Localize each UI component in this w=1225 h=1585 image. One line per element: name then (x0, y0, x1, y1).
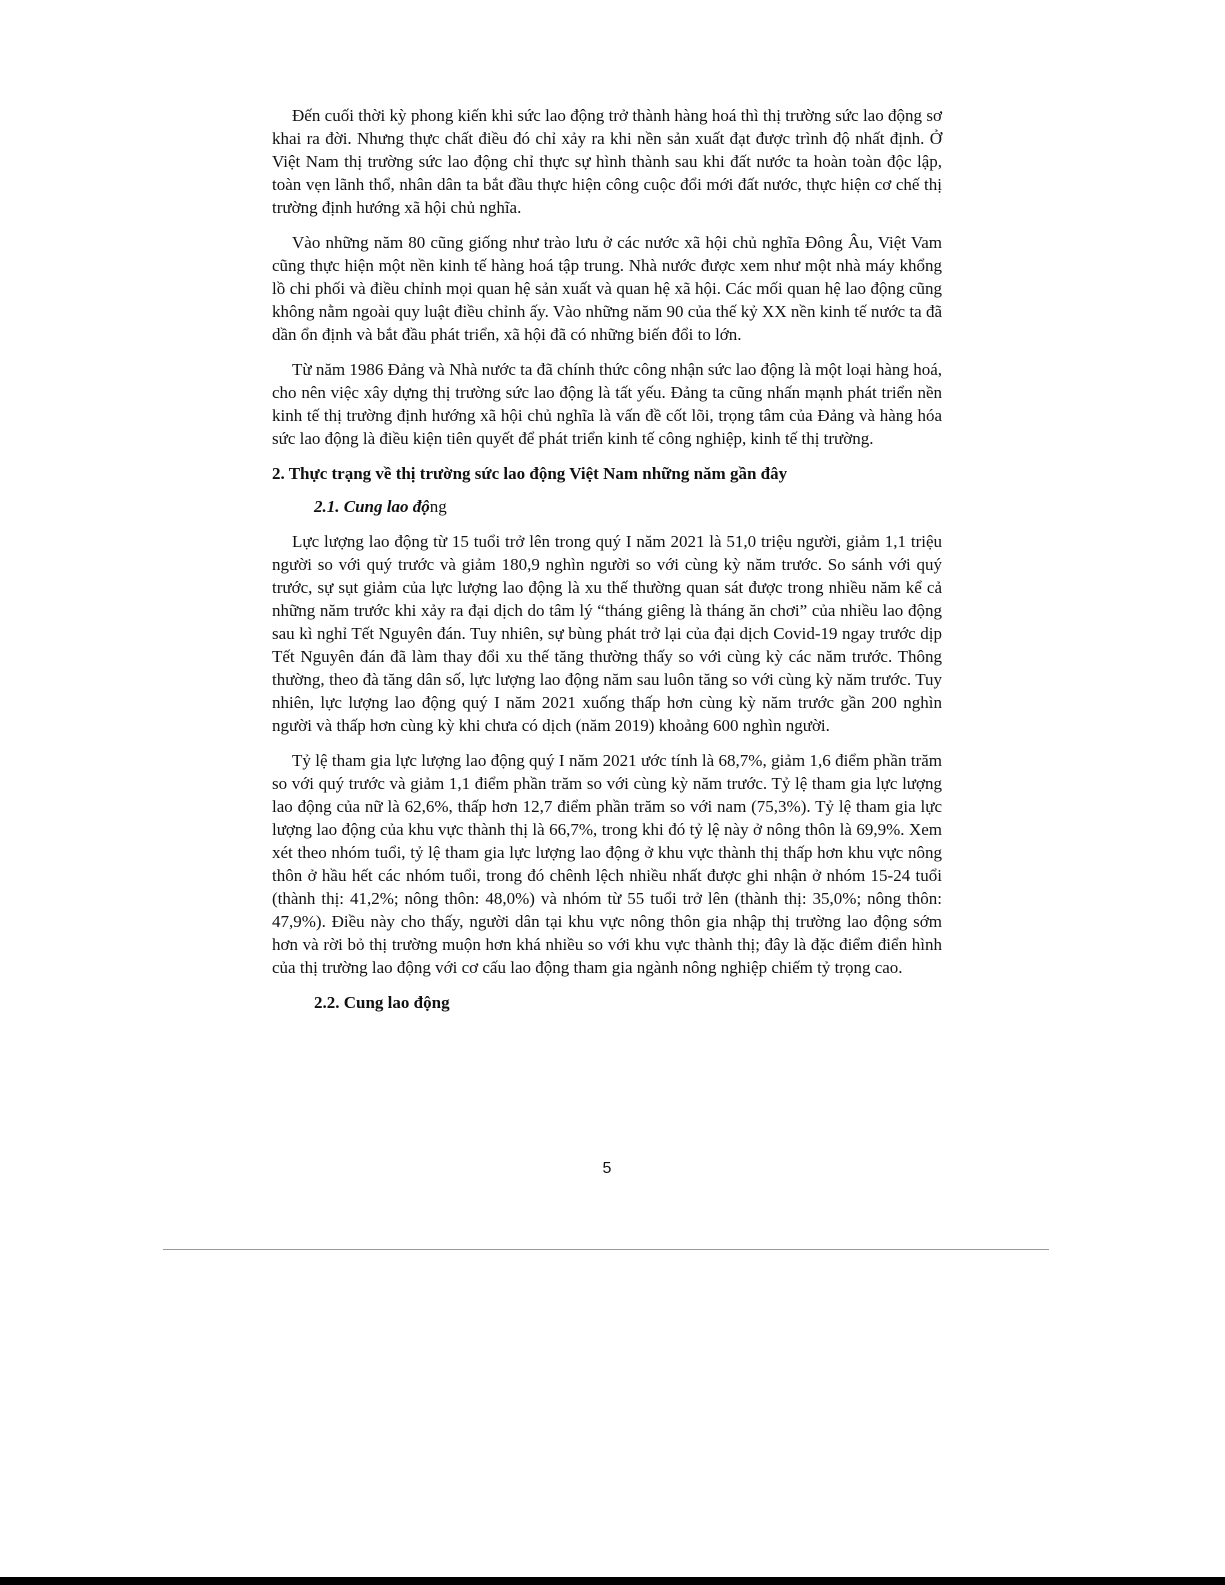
subsection-heading-2-2: 2.2. Cung lao động (314, 993, 450, 1012)
subsection-heading-2-1 (272, 495, 942, 518)
body-paragraph: Từ năm 1986 Đảng và Nhà nước ta đã chính thức công nhận sức lao động là một loại hàng hoá, cho nên việc xây dựng thị trường sức lao động là tất yếu. Đảng ta cũng nhấn mạnh phát triển nền kinh tế thị trường định hướng xã hội chủ nghĩa là vấn đề cốt lõi, trọng tâm của Đảng và hàng hóa sức lao động là điều kiện tiên quyết để phát triển kinh tế công nghiệp, kinh tế thị trường. (272, 360, 942, 448)
subsection-heading-plain-part: ng (429, 497, 447, 516)
body-paragraph: Đến cuối thời kỳ phong kiến khi sức lao động trở thành hàng hoá thì thị trường sức lao động sơ khai ra đời. Nhưng thực chất điều đó chỉ xảy ra khi nền sản xuất đạt được trình độ nhất định. Ở Việt Nam thị trường sức lao động chỉ thực sự hình thành sau khi đất nước ta hoàn toàn độc lập, toàn vẹn lãnh thổ, nhân dân ta bắt đầu thực hiện công cuộc đổi mới đất nước, thực hiện cơ chế thị trường định hướng xã hội chủ nghĩa. (272, 106, 942, 217)
body-paragraph: Vào những năm 80 cũng giống như trào lưu ở các nước xã hội chủ nghĩa Đông Âu, Việt Vam cũng thực hiện một nền kinh tế hàng hoá tập trung. Nhà nước được xem như một nhà máy khổng lồ chi phối và điều chỉnh mọi quan hệ sản xuất và quan hệ xã hội. Các mối quan hệ lao động cũng không nằm ngoài quy luật điều chỉnh ấy. Vào những năm 90 của thế kỷ XX nền kinh tế nước ta đã dần ổn định và bắt đầu phát triển, xã hội đã có những biến đổi to lớn. (272, 233, 942, 344)
body-paragraph: Tỷ lệ tham gia lực lượng lao động quý I năm 2021 ước tính là 68,7%, giảm 1,6 điểm phần trăm so với quý trước và giảm 1,1 điểm phần trăm so với cùng kỳ năm trước. Tỷ lệ tham gia lực lượng lao động của nữ là 62,6%, thấp hơn 12,7 điểm phần trăm so với nam (75,3%). Tỷ lệ tham gia lực lượng lao động của khu vực thành thị là 66,7%, trong khi đó tỷ lệ này ở nông thôn là 69,9%. Xem xét theo nhóm tuổi, tỷ lệ tham gia lực lượng lao động ở khu vực thành thị thấp hơn khu vực nông thôn ở hầu hết các nhóm tuổi, trong đó chênh lệch nhiều nhất được ghi nhận ở nhóm 15-24 tuổi (thành thị: 41,2%; nông thôn: 48,0%) và nhóm từ 55 tuổi trở lên (thành thị: 35,0%; nông thôn: 47,9%). Điều này cho thấy, người dân tại khu vực nông thôn gia nhập thị trường lao động sớm hơn và rời bỏ thị trường muộn hơn khá nhiều so với khu vực thành thị; đây là đặc điểm điển hình của thị trường lao động với cơ cấu lao động tham gia ngành nông nghiệp chiếm tỷ trọng cao. (272, 751, 942, 977)
page-divider (163, 1249, 1049, 1250)
bottom-edge-bar (0, 1577, 1225, 1585)
body-paragraph: Lực lượng lao động từ 15 tuổi trở lên trong quý I năm 2021 là 51,0 triệu người, giảm 1,1 triệu người so với quý trước và giảm 180,9 nghìn người so với cùng kỳ năm trước. So sánh với quý trước, sự sụt giảm của lực lượng lao động là xu thế thường quan sát được trong nhiều năm kể cả những năm trước khi xảy ra đại dịch do tâm lý “tháng giêng là tháng ăn chơi” của nhiều lao động sau kì nghỉ Tết Nguyên đán. Tuy nhiên, sự bùng phát trở lại của đại dịch Covid-19 ngay trước dịp Tết Nguyên đán đã làm thay đổi xu thế tăng thường thấy so với cùng kỳ các năm trước. Thông thường, theo đà tăng dân số, lực lượng lao động năm sau luôn tăng so với cùng kỳ năm trước. Tuy nhiên, lực lượng lao động quý I năm 2021 xuống thấp hơn cùng kỳ năm trước gần 200 nghìn người và thấp hơn cùng kỳ khi chưa có dịch (năm 2019) khoảng 600 nghìn người. (272, 532, 942, 735)
page-number: 5 (602, 1160, 612, 1177)
section-heading: 2. Thực trạng về thị trường sức lao động Việt Nam những năm gần đây (272, 464, 788, 483)
subsection-heading-bold-part: 2.1. Cung lao độ (314, 497, 430, 516)
page-content (272, 104, 942, 1026)
